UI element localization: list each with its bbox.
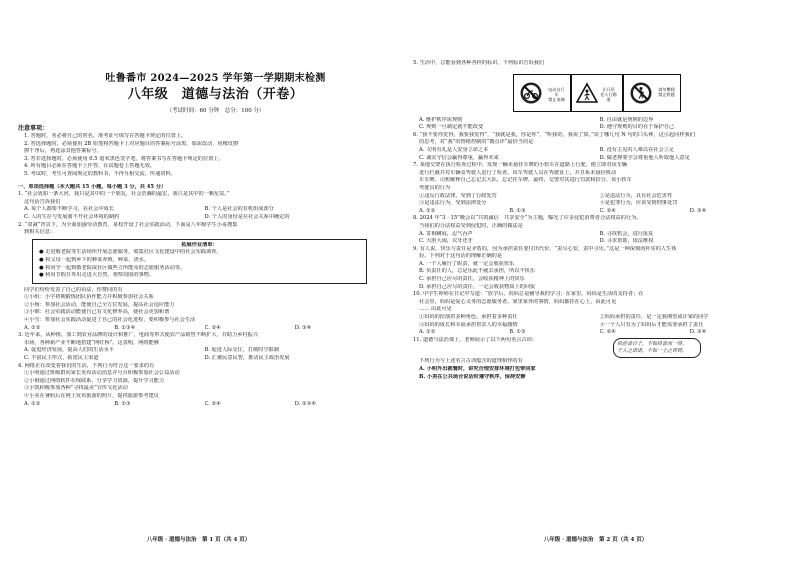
option-a: A. ①② bbox=[419, 329, 436, 336]
choice-item: ②妈妈承担的责任，是一定我期望或许家的同学 bbox=[599, 314, 709, 321]
choice-item: ②小杨：参加社会活动，能使自己全方位发展，提高社会适应能力 bbox=[24, 301, 175, 308]
sign-label: 电动自行车 禁止电梯 bbox=[548, 86, 565, 102]
option-d: D. ③④ bbox=[689, 329, 707, 336]
choice-item: ①违反行政法律，受到了行政处罚 bbox=[419, 192, 497, 199]
question-stem: 的思考，对“我”的情绪控制的“微点评”最恰当的是 bbox=[419, 139, 534, 146]
sign-row bbox=[413, 74, 780, 112]
option-c: C. 丰富民主形式，拓宽民主渠道 bbox=[24, 355, 99, 362]
question-stem: 7. 某地交警在执行检查过程中，发现一辆未悬挂车牌的小轿车在道路上行驶，便立即对该车辆 bbox=[413, 162, 628, 169]
question-stem: 验。下列对于这句话的理解正确的是 bbox=[419, 253, 503, 260]
question-8 bbox=[413, 215, 780, 245]
option-a: A. ①② bbox=[419, 207, 436, 214]
question-2 bbox=[18, 222, 385, 333]
pedestrian-icon bbox=[576, 82, 598, 104]
option-d: D. ③④ bbox=[689, 207, 707, 214]
question-stem: 3. 近年来，从种植、加工到农业品牌的设计和推广，电商等形式使农产品销售不断扩大，并助力乡村振兴 bbox=[18, 332, 259, 339]
exam-info: （考试时间：60 分钟 总分：100 分） bbox=[166, 108, 265, 114]
choice-item: ③是违法行为，受到法律处分 bbox=[419, 200, 487, 207]
no-climb-icon bbox=[629, 81, 653, 105]
option-a: A. 每个人都要不断学习，在社会中成长 bbox=[24, 206, 115, 213]
option-d: D. 遵守规则的目的在于保护自己 bbox=[599, 124, 675, 131]
section-heading: 一、单项选择题（本大题共 15 小题，每小题 3 分，共 45 分） bbox=[18, 183, 167, 190]
option-a: A. 文明有礼是人安身立命之本 bbox=[419, 146, 489, 153]
box-item: ● 利用节假日外出走进大自然，观察周围的事物。 bbox=[39, 272, 155, 279]
choice-item: ④小美在暑假后在网上发布旅游的照片，提供旅游参考建议 bbox=[24, 393, 159, 399]
quote-bubble bbox=[613, 338, 701, 358]
question-stem: 社会里，妈妈是爱心义务的志愿服务者。家里家外的事情，妈妈都挂在心上。由此可见 bbox=[419, 298, 617, 305]
choice-item: ②小钢通过网络软件在线联系，分享学习资源，提升学习能力 bbox=[24, 377, 165, 384]
choice-item: ①妈妈的扮演着多种角色，承担着多种责任 bbox=[419, 314, 518, 321]
notice-item: 5. 考试时，考生可查阅规定的教科书，不得互相交流、传递资料。 bbox=[24, 170, 176, 177]
notice-item: 3. 答非选择题时，必须使用 0.5 毫米黑色签字笔，将答案书写在答题卡规定的位置上。 bbox=[24, 155, 224, 162]
question-stem: 市场，各种新产业不断地搭建“网红桥”。这表明，网络能够 bbox=[24, 339, 159, 346]
option-c: C. 大胆大闹，以牙还牙 bbox=[419, 238, 473, 245]
option-a: A. 小明外出就餐时，讲究合理安排环境打包带回家 bbox=[419, 366, 536, 372]
option-b: B. 负责任的人，总是乐此不疲去承担，所以不快乐 bbox=[419, 268, 536, 275]
exam-title-line1: 吐鲁番市 2024—2025 学年第一学期期末检测 bbox=[105, 73, 326, 84]
question-stem: 车车牌。司机解释自己忘记去大队，忘记挂车牌。最终，交警对其进行罚款和扣分。该小轿车 bbox=[419, 177, 632, 184]
option-c: C. 诚实守信会赢得尊重，赢得未来 bbox=[419, 154, 499, 161]
sign-label: 请勿攀爬 禁止跨越 bbox=[658, 86, 675, 97]
question-stem: 9. 有人说，快乐与责任是矛盾的，因为承担责任要付出代价，“责尽心安，责中寻乐。”这是一种深刻而朴实的人生体 bbox=[413, 245, 677, 252]
option-b: B. ①③ bbox=[509, 207, 526, 214]
option-a: A. 一个人履行了职责，就一定会收获快乐 bbox=[419, 260, 515, 267]
option-c: C. 规则一旦制定就不能改变 bbox=[419, 124, 484, 131]
quote-line: 荷意食百于，不如择善而一得。 bbox=[617, 341, 688, 348]
sign-pedestrian bbox=[571, 74, 623, 112]
option-b: B. ①③④ bbox=[114, 324, 136, 331]
homework-list-box bbox=[32, 239, 367, 284]
option-d: D. 承担自己应尽的责任，一定会收获物质上的回报 bbox=[419, 283, 536, 290]
option-b: B. 促进人际交往，打破时空限制 bbox=[204, 347, 280, 354]
page-footer: 八年级 · 道德与法治 第 2 页（共 4 页） bbox=[543, 537, 648, 543]
question-text: 同学们纷纷发表了自己的看法，你赞同的有 bbox=[24, 286, 123, 293]
option-b: B. 没有主见的人难以在社会立足 bbox=[599, 146, 675, 153]
choice-item: ①小明通过班级群向家长发布活动消息并号召积极参加社会公益活动 bbox=[24, 370, 180, 377]
question-6 bbox=[413, 132, 780, 162]
question-stem: 5. 生活中，总能看到各种各样的标识。下列标识告诉我们 bbox=[413, 60, 545, 66]
question-stem: 当我们的合法权益受到侵犯时，正确的做法是 bbox=[419, 222, 523, 229]
notice-item: 擦干净后，再选涂其他答案标号。 bbox=[24, 148, 102, 155]
option-d: D. 做老撑要学会尊重他人听取他人意见 bbox=[599, 154, 690, 161]
question-stem: …… 由此可见 bbox=[419, 306, 452, 313]
question-stem: 4. 网络正在改变着我们的生活，下列行为符合这一要求的有 bbox=[18, 362, 155, 369]
box-item: ● 走进敬老院等生活场所开展志愿服务，收集社区文化建设中的社会实践调查。 bbox=[39, 249, 222, 256]
notice-list bbox=[18, 133, 385, 179]
question-7 bbox=[413, 162, 780, 215]
option-b: B. 小美在公共场合说话时遵守秩序，保持安静 bbox=[419, 373, 526, 380]
question-3 bbox=[18, 332, 385, 362]
sign-label: 让开吊 老人行路道 bbox=[600, 86, 617, 102]
question-stem: 2. “双减”背景下，为全面加强劳动教育，某校开设了社会实践活动，下面是八年级学生小哥搜集 bbox=[18, 221, 238, 228]
option-b: B. 寻找机会，进行报复 bbox=[599, 230, 654, 237]
choice-item: ③小锦：社会实践活动能使自己有文化修养高，使社会更加和谐 bbox=[24, 309, 170, 316]
question-stem: 驾驶员的行为 bbox=[419, 184, 451, 191]
option-c: C. ②④ bbox=[204, 400, 221, 407]
box-item: ● 和父母一起到乡下的种菜养殖，种菜、浇水。 bbox=[39, 256, 149, 263]
option-c: C. 承担自己应尽的责任，会收获精神上的快乐 bbox=[419, 276, 525, 283]
page-footer: 八年级 · 道德与法治 第 1 页（共 4 页） bbox=[146, 537, 251, 543]
notice-item: 2. 答选择题时，必须使用 2B 铅笔将答题卡上对应题目的答案标号涂黑，如需改动，用橡皮擦 bbox=[24, 140, 239, 147]
option-c: C. 人的生存与发展离不开社会环境的制约 bbox=[24, 213, 120, 220]
question-4 bbox=[18, 363, 385, 409]
option-a: A. 寄相瞒展，忍气吞声 bbox=[419, 230, 473, 237]
quote-line: 干人之诺诺，不如一士之谔谔。 bbox=[617, 348, 688, 355]
option-c: C. ②④ bbox=[204, 324, 221, 331]
option-b: B. 个人是社会的有机组成部分 bbox=[204, 206, 274, 213]
sign-no-ebike bbox=[513, 74, 571, 112]
question-text: 下列行为与上述名言古训蕴含的道理相悖的有 bbox=[419, 358, 523, 365]
question-stem: 8. 2024 年“3 · 15”晚会以“共筑诚信 共享安全”为主题，曝光了许多侵犯消费者合法权益的行为。 bbox=[413, 215, 642, 222]
sign-no-climb bbox=[623, 74, 681, 112]
box-item: ● 和同学一起到敬老院或社区做些力所能及的志愿服务活动等。 bbox=[39, 264, 186, 271]
option-a: A. ①② bbox=[24, 324, 41, 331]
question-stem: 11. 道德与法治课上，老师展示了以下两句名言古训： bbox=[413, 336, 538, 343]
question-1 bbox=[18, 191, 385, 221]
question-stem: 1. “社会犹如一条大河，我只是其中的一个朋友，社会浩瀚的最宏，我只是其中的一颗星辰。” bbox=[18, 191, 230, 198]
option-b: B. ①③ bbox=[114, 400, 131, 407]
exam-page-2 bbox=[397, 0, 794, 561]
option-d: D. ③④ bbox=[294, 324, 312, 331]
question-5 bbox=[413, 60, 780, 132]
option-a: A. ①② bbox=[24, 400, 41, 407]
option-c: C. ②④ bbox=[599, 207, 616, 214]
option-b: B. 自由就是规则的边界 bbox=[599, 116, 654, 123]
option-d: D. 寻求帮助，依法维权 bbox=[599, 238, 654, 245]
option-c: C. ②④ bbox=[599, 329, 616, 336]
choice-item: ④小雪：参加社会实践活动促进了自己的社会化进程，要积极参与社会生活 bbox=[24, 317, 196, 324]
option-d: D. 个人的身份是在社会关系中确定的 bbox=[204, 213, 290, 220]
option-b: B. ①③ bbox=[509, 329, 526, 336]
question-10 bbox=[413, 291, 780, 337]
choice-item: ④一个人只有为了妈妈后才能需要承担了责任 bbox=[599, 321, 704, 328]
choice-item: ③小凯积极参加各种“寻找最美”宣传文化活动 bbox=[24, 385, 128, 392]
option-d: D. 汇聚民意民智，推动民主政治发展 bbox=[204, 355, 290, 362]
notice-item: 1. 答题时，务必将自己的姓名、准考证号填写在答题卡规定的位置上。 bbox=[24, 133, 187, 139]
choice-item: ②是违法行为，具有社会危害性 bbox=[599, 192, 673, 199]
choice-item: ④是犯罪行为，应该受到刑事处罚 bbox=[599, 200, 678, 207]
notice-title: 注意事项： bbox=[18, 125, 49, 132]
question-stem: 10. 中学生婷婷在日记中写道：“放学后，妈妈总是辅导我的学习；在家里，妈妈是生活的支持者；在 bbox=[413, 291, 644, 298]
choice-item: ①小组：小学初期锻炼团队协作能力并积极参加社会关系 bbox=[24, 294, 154, 301]
exam-title-line2: 八年级 道德与法治（开卷） bbox=[127, 87, 304, 102]
question-stem: 到相关信息： bbox=[24, 229, 56, 236]
option-a: A. 维护秩序需规则 bbox=[419, 116, 463, 123]
question-stem: 进行拦截并对车辆及驾驶人进行了检查。该车驾驶人员在驾驶证上，并且系未悬挂机动 bbox=[419, 169, 617, 176]
option-a: A. 促进经济发展，提高人们的生活水平 bbox=[24, 347, 115, 354]
question-9 bbox=[413, 246, 780, 292]
question-stem: 6. “我不要你觉得，我要我觉得”，“我就是我，你是你”，“听我的，我说了算。”说了哪几句 N 句的口头禅，这引起同样我们 bbox=[413, 131, 695, 138]
question-stem: 这句话告诉我们 bbox=[24, 198, 61, 205]
question-11 bbox=[413, 337, 780, 381]
choice-item: ③妈妈的成长和幸福承担着亲人的幸福感情 bbox=[419, 321, 518, 328]
box-title: 拓展作业清单： bbox=[181, 241, 218, 248]
no-ebike-icon bbox=[519, 81, 543, 105]
notice-item: 4. 所有题目必须在答题卡上作答，在试题卷上答题无效。 bbox=[24, 163, 156, 170]
option-d: D. ②③④ bbox=[294, 400, 316, 407]
